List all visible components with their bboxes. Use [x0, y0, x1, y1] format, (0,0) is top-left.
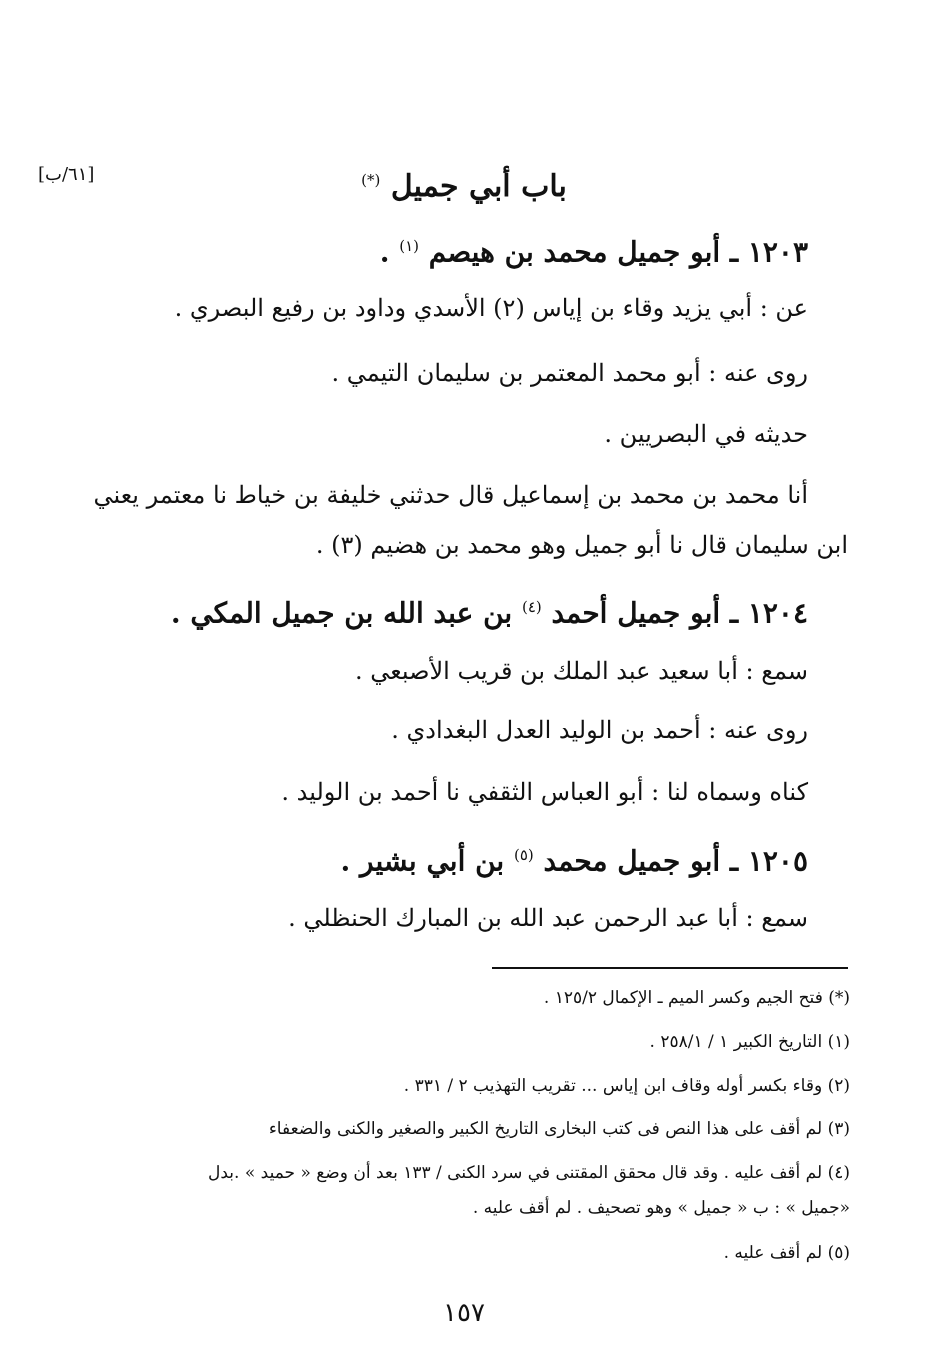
entry-heading-1205	[60, 835, 808, 881]
entry-line: روى عنه : أحمد بن الوليد العدل البغدادي .	[391, 716, 808, 744]
footnote: (٤) لم أقف عليه . وقد قال محقق المقتنى في سرد الكنى / ١٣٣ بعد أن وضع « حميد » .بدل	[208, 1163, 850, 1183]
folio-marker: [٦١/ب]	[38, 164, 95, 185]
footnote-divider	[492, 967, 848, 969]
entry-heading-1203	[60, 226, 808, 272]
entry-heading-tail: .	[379, 235, 390, 269]
entry-line: ابن سليمان قال نا أبو جميل وهو محمد بن هضيم (٣) .	[315, 531, 848, 559]
footnote: (٥) لم أقف عليه .	[723, 1243, 850, 1263]
footnote: (١) التاريخ الكبير ١ / ٢٥٨/١ .	[649, 1032, 850, 1052]
footnote: (*) فتح الجيم وكسر الميم ـ الإكمال ١٢٥/٢ .	[543, 988, 850, 1008]
footnote: «جميل » : ب « جميل » وهو تصحيف . لم أقف عليه .	[472, 1198, 850, 1218]
entry-heading-text: ١٢٠٤ ـ أبو جميل أحمد	[551, 596, 808, 630]
entry-line: سمع : أبا سعيد عبد الملك بن قريب الأصبعي .	[355, 657, 808, 685]
page-number: ١٥٧	[443, 1298, 485, 1328]
entry-heading-tail: بن عبد الله بن جميل المكي .	[170, 596, 513, 630]
chapter-title	[300, 160, 628, 207]
entry-line: أنا محمد بن محمد بن إسماعيل قال حدثني خليفة بن خياط نا معتمر يعني	[93, 481, 808, 509]
entry-line: كناه وسماه لنا : أبو العباس الثقفي نا أحمد بن الوليد .	[281, 778, 808, 806]
chapter-title-note: (*)	[361, 171, 381, 189]
entry-heading-tail: بن أبي بشير .	[340, 844, 505, 878]
footnote: (٢) وقاء بكسر أوله وقاف ابن إياس ... تقريب التهذيب ٢ / ٣٣١ .	[403, 1076, 850, 1096]
entry-heading-text: ١٢٠٣ ـ أبو جميل محمد بن هيصم	[428, 235, 808, 269]
entry-heading-note: (٥)	[513, 846, 534, 864]
entry-heading-note: (١)	[399, 237, 420, 255]
footnote: (٣) لم أقف على هذا النص فى كتب البخارى التاريخ الكبير والصغير والكنى والضعفاء	[268, 1119, 850, 1139]
entry-line: عن : أبي يزيد وقاء بن إياس (٢) الأسدي وداود بن رفيع البصري .	[174, 294, 808, 322]
entry-line: روى عنه : أبو محمد المعتمر بن سليمان التيمي .	[331, 359, 808, 387]
entry-heading-text: ١٢٠٥ ـ أبو جميل محمد	[543, 844, 808, 878]
entry-heading-note: (٤)	[521, 598, 542, 616]
entry-heading-1204	[60, 587, 808, 633]
entry-line: سمع : أبا عبد الرحمن عبد الله بن المبارك الحنظلي .	[288, 904, 808, 932]
chapter-title-text: باب أبي جميل	[390, 169, 567, 204]
entry-line: حديثه في البصريين .	[604, 420, 808, 448]
